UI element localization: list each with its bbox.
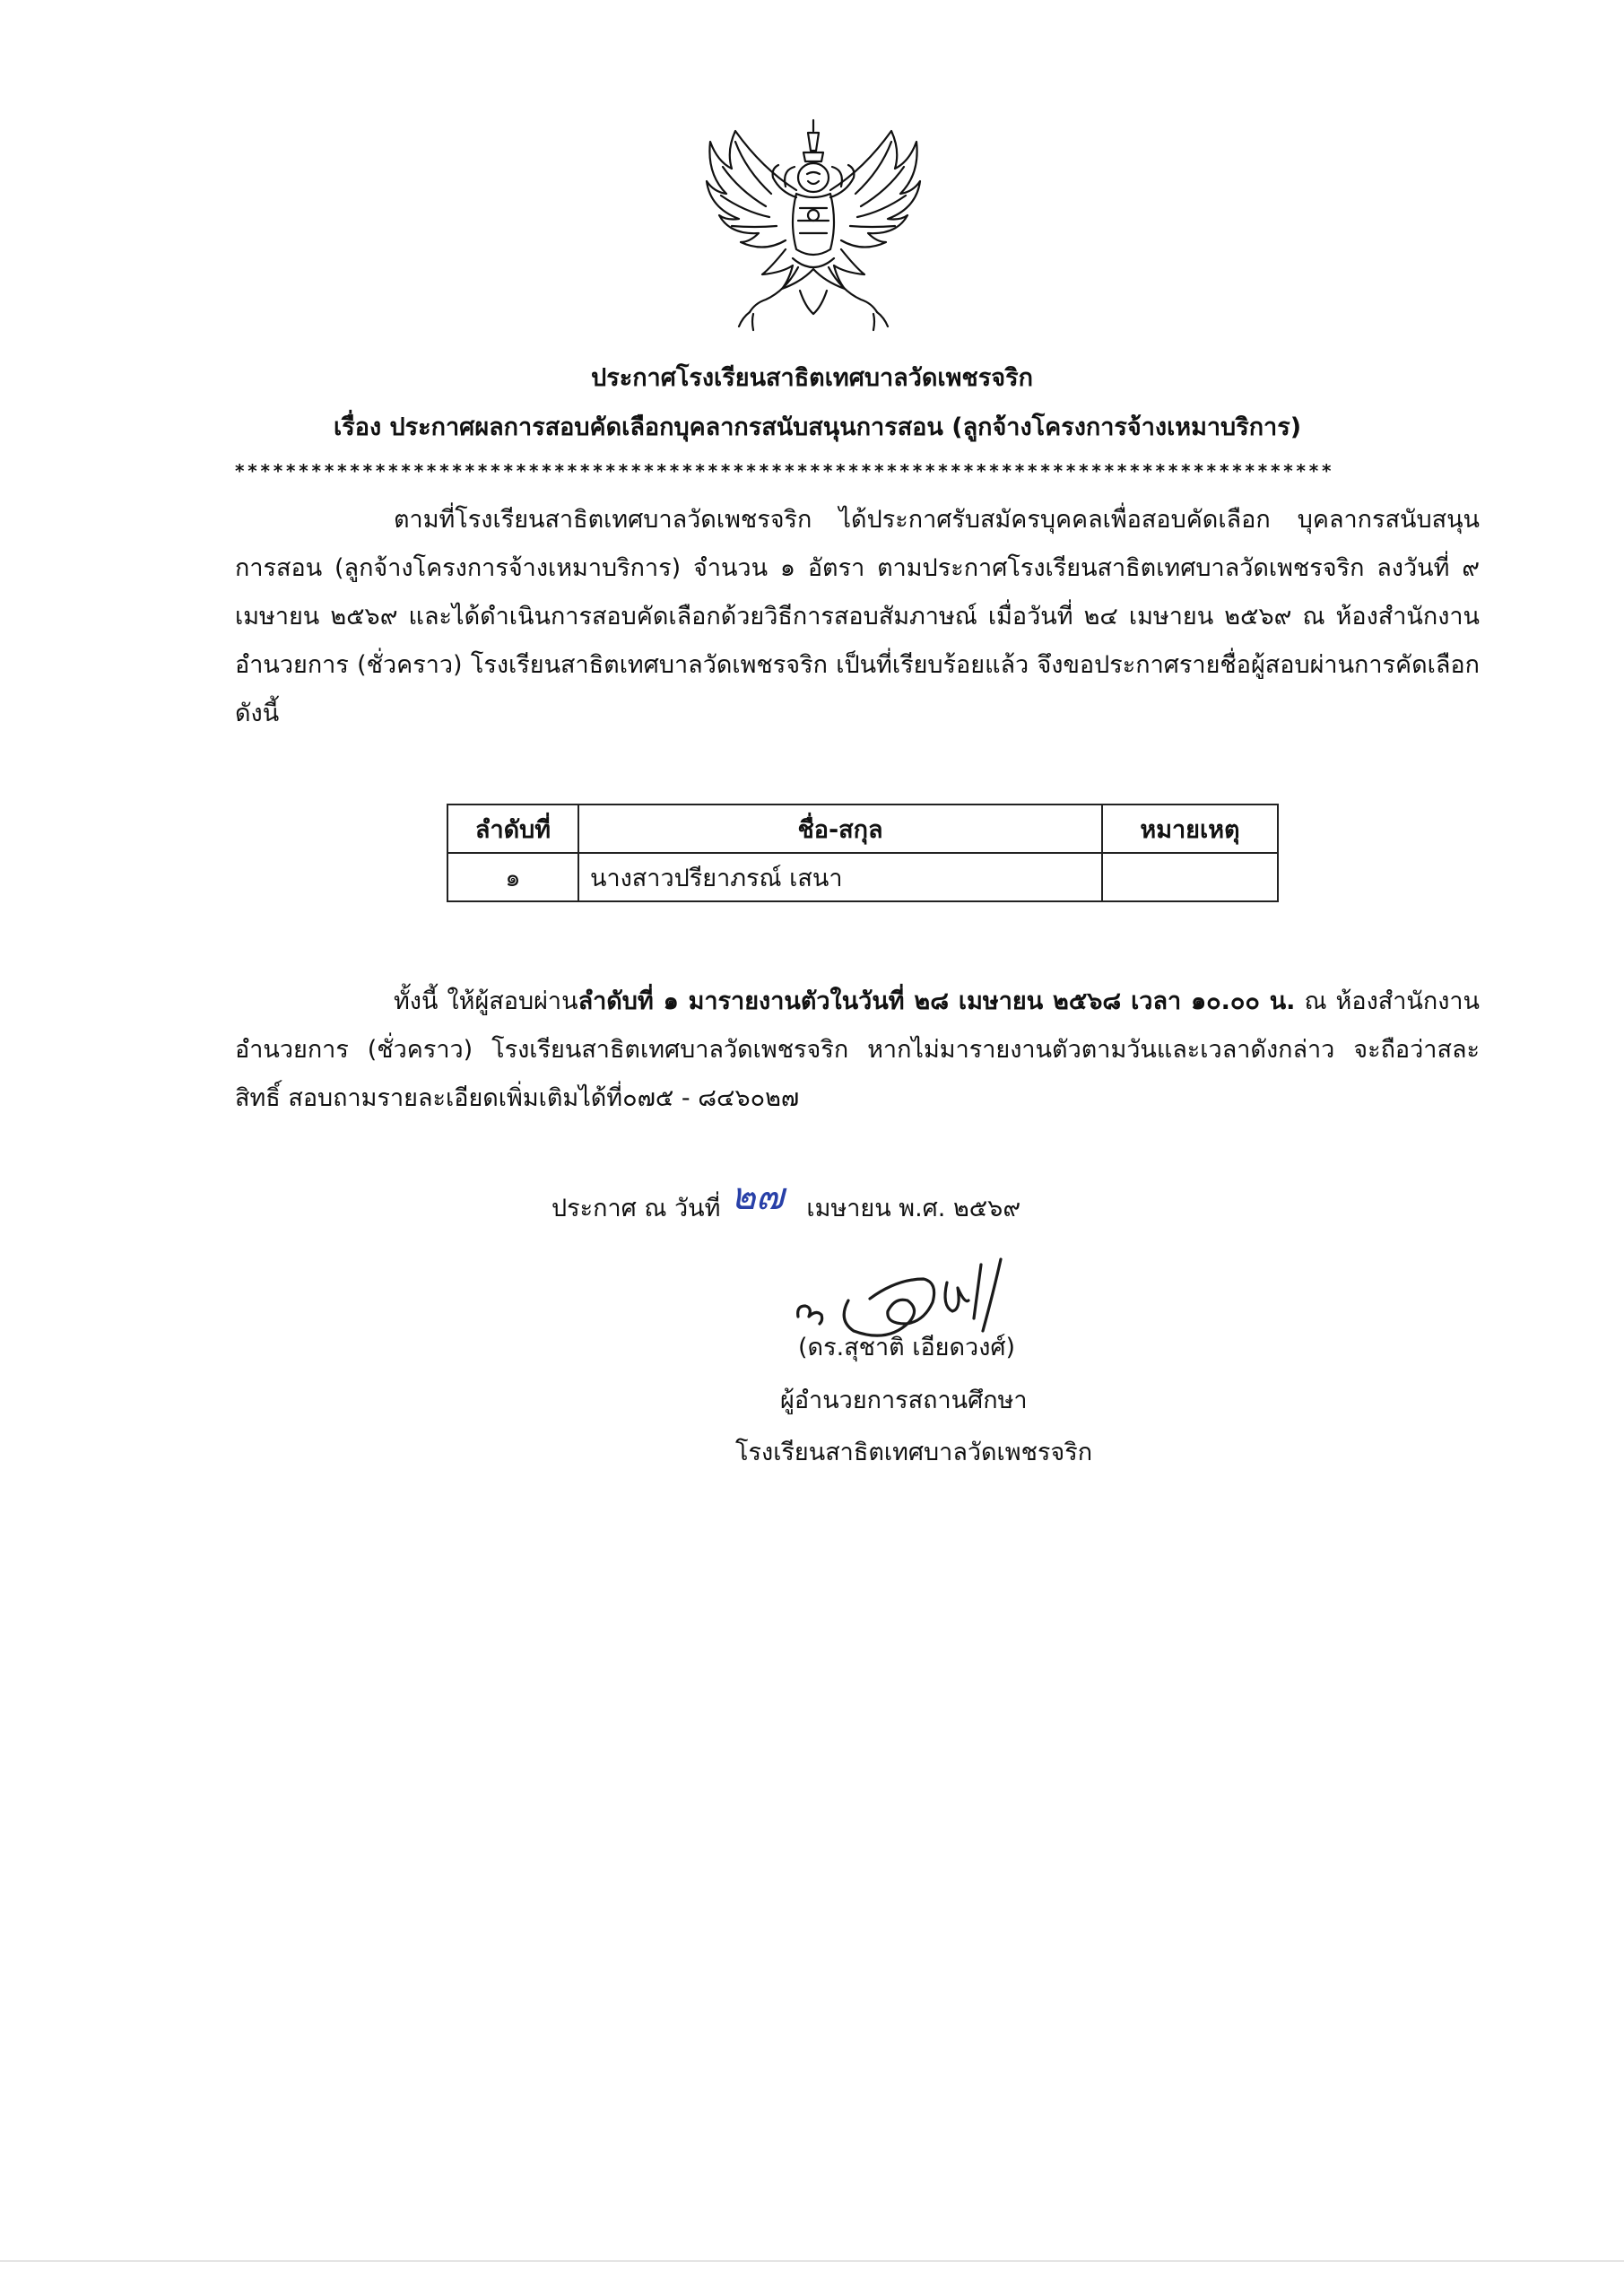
header-name: ชื่อ-สกุล [578, 804, 1102, 853]
signer-school: โรงเรียนสาธิตเทศบาลวัดเพชรจริก [735, 1439, 1093, 1466]
date-prefix: ประกาศ ณ วันที่ [551, 1195, 721, 1222]
document-title: ประกาศโรงเรียนสาธิตเทศบาลวัดเพชรจริก [591, 364, 1033, 392]
date-suffix: เมษายน พ.ศ. ๒๕๖๙ [806, 1195, 1021, 1222]
paragraph-2-bold: ลำดับที่ ๑ มารายงานตัวในวันที่ ๒๘ เมษายน ๒๕๖๘ เวลา ๑๐.๐๐ น. [578, 987, 1296, 1015]
paragraph-2-rest: ณ ห้องสำนักงานอำนวยการ (ชั่วคราว) โรงเรียนสาธิตเทศบาลวัดเพชรจริก หากไม่มารายงานตัวตามวันและเวลาดังกล่าว จะถือว่าสละสิทธิ์ สอบถามรายละเอียดเพิ่มเติมได้ที่๐๗๕ - ๘๔๖๐๒๗ [235, 987, 1480, 1112]
paragraph-2-prefix: ทั้งนี้ ให้ผู้สอบผ่าน [394, 987, 578, 1015]
table-row [447, 853, 1278, 901]
announcement-date [551, 1191, 1020, 1227]
body-paragraph-1: ตามที่โรงเรียนสาธิตเทศบาลวัดเพชรจริก ได้ประกาศรับสมัครบุคคลเพื่อสอบคัดเลือก บุคลากรสนับสนุนการสอน (ลูกจ้างโครงการจ้างเหมาบริการ) จำนวน ๑ อัตรา ตามประกาศโรงเรียนสาธิตเทศบาลวัดเพชรจริก ลงวันที่ ๙ เมษายน ๒๕๖๙ และได้ดำเนินการสอบคัดเลือกด้วยวิธีการสอบสัมภาษณ์ เมื่อวันที่ ๒๔ เมษายน ๒๕๖๙ ณ ห้องสำนักงานอำนวยการ (ชั่วคราว) โรงเรียนสาธิตเทศบาลวัดเพชรจริก เป็นที่เรียบร้อยแล้ว จึงขอประกาศรายชื่อผู้สอบผ่านการคัดเลือก ดังนี้ [235, 506, 1480, 727]
header-note: หมายเหตุ [1102, 804, 1278, 853]
scan-edge-divider [0, 2260, 1624, 2262]
row-number: ๑ [447, 853, 578, 901]
handwritten-day: ๒๗ [731, 1174, 785, 1218]
signer-name: (ดร.สุชาติ เอียดวงศ์) [798, 1334, 1016, 1361]
header-number: ลำดับที่ [447, 804, 578, 853]
row-name: นางสาวปรียาภรณ์ เสนา [578, 853, 1102, 901]
separator-line: ************************************************************************************** [235, 460, 1335, 482]
body-paragraph-2 [235, 978, 1480, 1123]
table-header-row [447, 804, 1278, 853]
document-subject: เรื่อง ประกาศผลการสอบคัดเลือกบุคลากรสนับสนุนการสอน (ลูกจ้างโครงการจ้างเหมาบริการ) [334, 413, 1302, 441]
row-note [1102, 853, 1278, 901]
results-table [447, 804, 1279, 902]
garuda-emblem [699, 115, 928, 335]
signer-position: ผู้อำนวยการสถานศึกษา [780, 1387, 1028, 1414]
